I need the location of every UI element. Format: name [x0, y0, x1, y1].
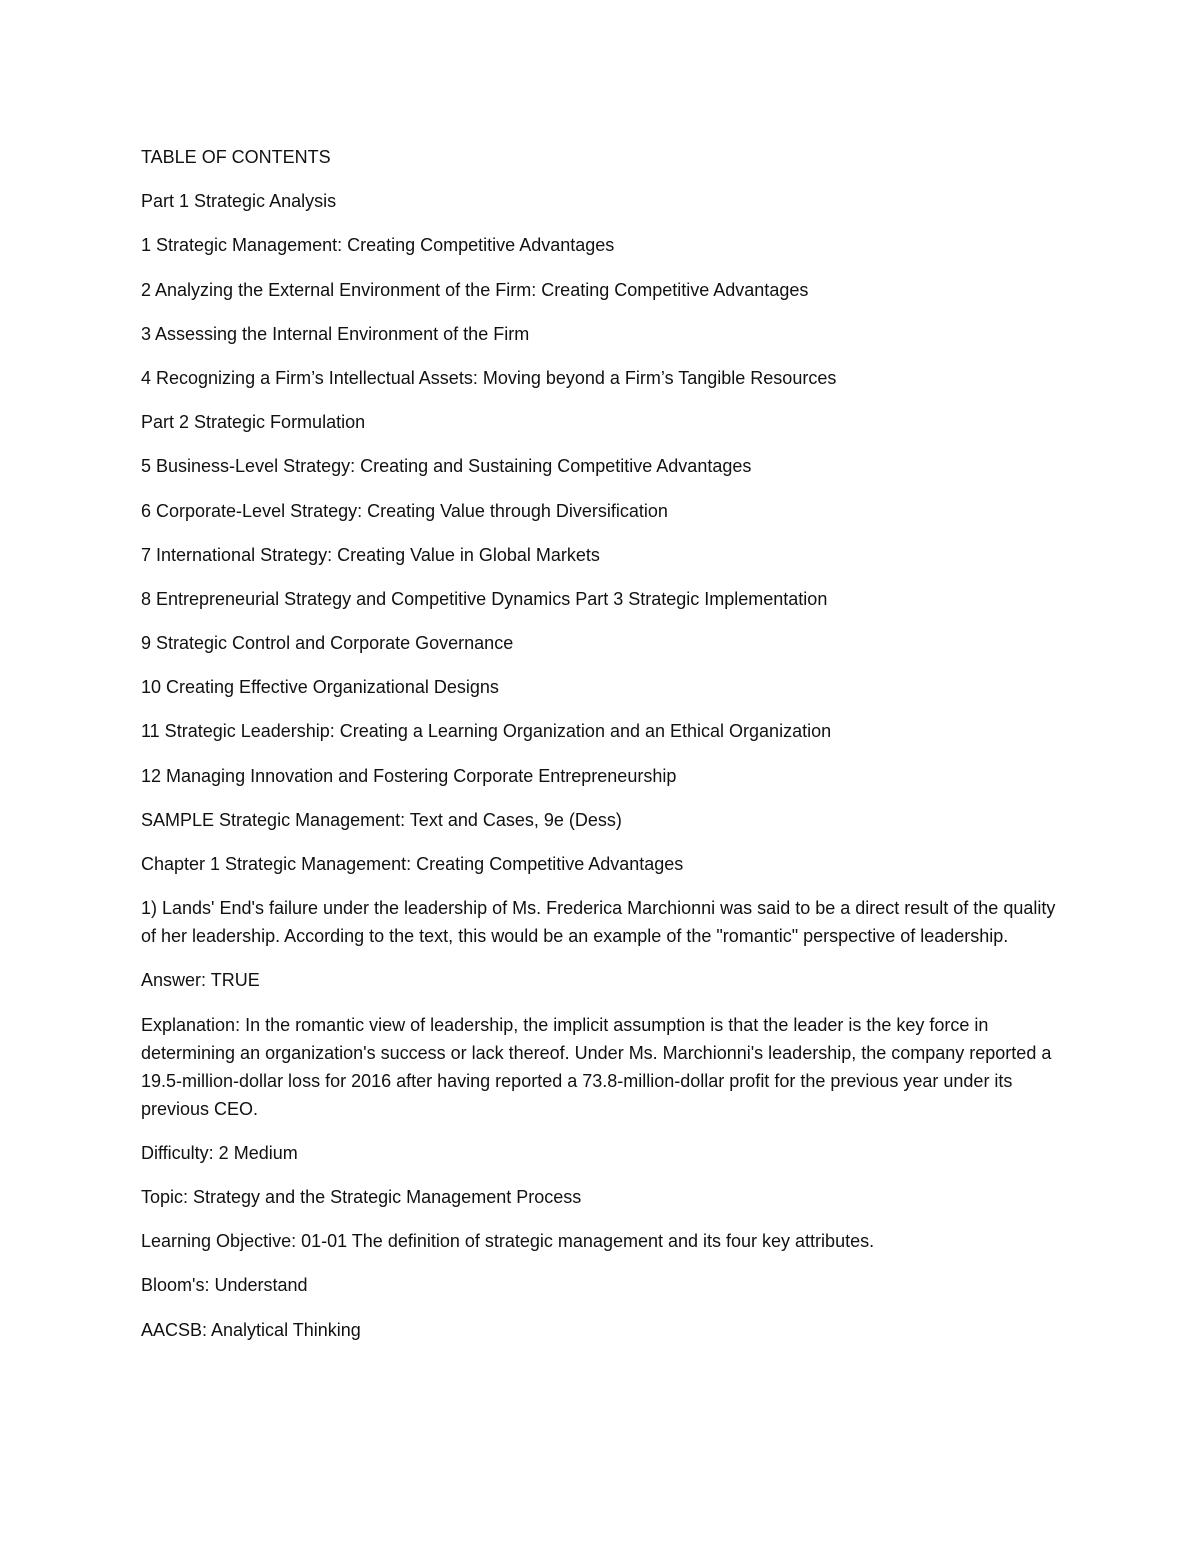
- sample-title: SAMPLE Strategic Management: Text and Cases, 9e (Dess): [141, 809, 622, 830]
- document-body: [141, 143, 1061, 1360]
- toc-entry: 11 Strategic Leadership: Creating a Learning Organization and an Ethical Organization: [141, 721, 832, 742]
- question-answer: Answer: TRUE: [141, 970, 260, 991]
- toc-entry: 6 Corporate-Level Strategy: Creating Value through Diversification: [141, 500, 668, 521]
- toc-entry: 4 Recognizing a Firm’s Intellectual Assets: Moving beyond a Firm’s Tangible Resources: [141, 367, 837, 388]
- toc-entry: 8 Entrepreneurial Strategy and Competitive Dynamics Part 3 Strategic Implementation: [141, 588, 828, 609]
- toc-entry: 10 Creating Effective Organizational Designs: [141, 677, 499, 698]
- toc-entry: 1 Strategic Management: Creating Competitive Advantages: [141, 235, 615, 256]
- toc-entry: 7 International Strategy: Creating Value in Global Markets: [141, 544, 600, 565]
- question-topic: Topic: Strategy and the Strategic Management Process: [141, 1186, 582, 1207]
- toc-entry: 9 Strategic Control and Corporate Governance: [141, 633, 514, 654]
- toc-entry: 3 Assessing the Internal Environment of the Firm: [141, 323, 530, 344]
- toc-entry: 12 Managing Innovation and Fostering Corporate Entrepreneurship: [141, 765, 677, 786]
- question-explanation: Explanation: In the romantic view of leadership, the implicit assumption is that the leader is the key force in determining an organization's success or lack thereof. Under Ms. Marchionni's leadership, the company reported a 19.5-million-dollar loss for 2016 after having reported a 73.8-million-dollar profit for the previous year under its previous CEO.: [141, 1014, 1052, 1119]
- question-aacsb: AACSB: Analytical Thinking: [141, 1319, 361, 1340]
- toc-entry: 5 Business-Level Strategy: Creating and Sustaining Competitive Advantages: [141, 456, 752, 477]
- toc-entry: Part 1 Strategic Analysis: [141, 191, 337, 212]
- chapter-title: Chapter 1 Strategic Management: Creating Competitive Advantages: [141, 854, 684, 874]
- toc-heading: TABLE OF CONTENTS: [141, 147, 331, 167]
- toc-entry: Part 2 Strategic Formulation: [141, 412, 366, 433]
- question-blooms: Bloom's: Understand: [141, 1275, 308, 1296]
- question-learning-objective: Learning Objective: 01-01 The definition of strategic management and its four key attributes.: [141, 1231, 875, 1252]
- question-text: 1) Lands' End's failure under the leadership of Ms. Frederica Marchionni was said to be a direct result of the quality of her leadership. According to the text, this would be an example of the "romantic" perspective of leadership.: [141, 898, 1056, 947]
- toc-entry: 2 Analyzing the External Environment of the Firm: Creating Competitive Advantages: [141, 279, 809, 300]
- question-difficulty: Difficulty: 2 Medium: [141, 1142, 298, 1163]
